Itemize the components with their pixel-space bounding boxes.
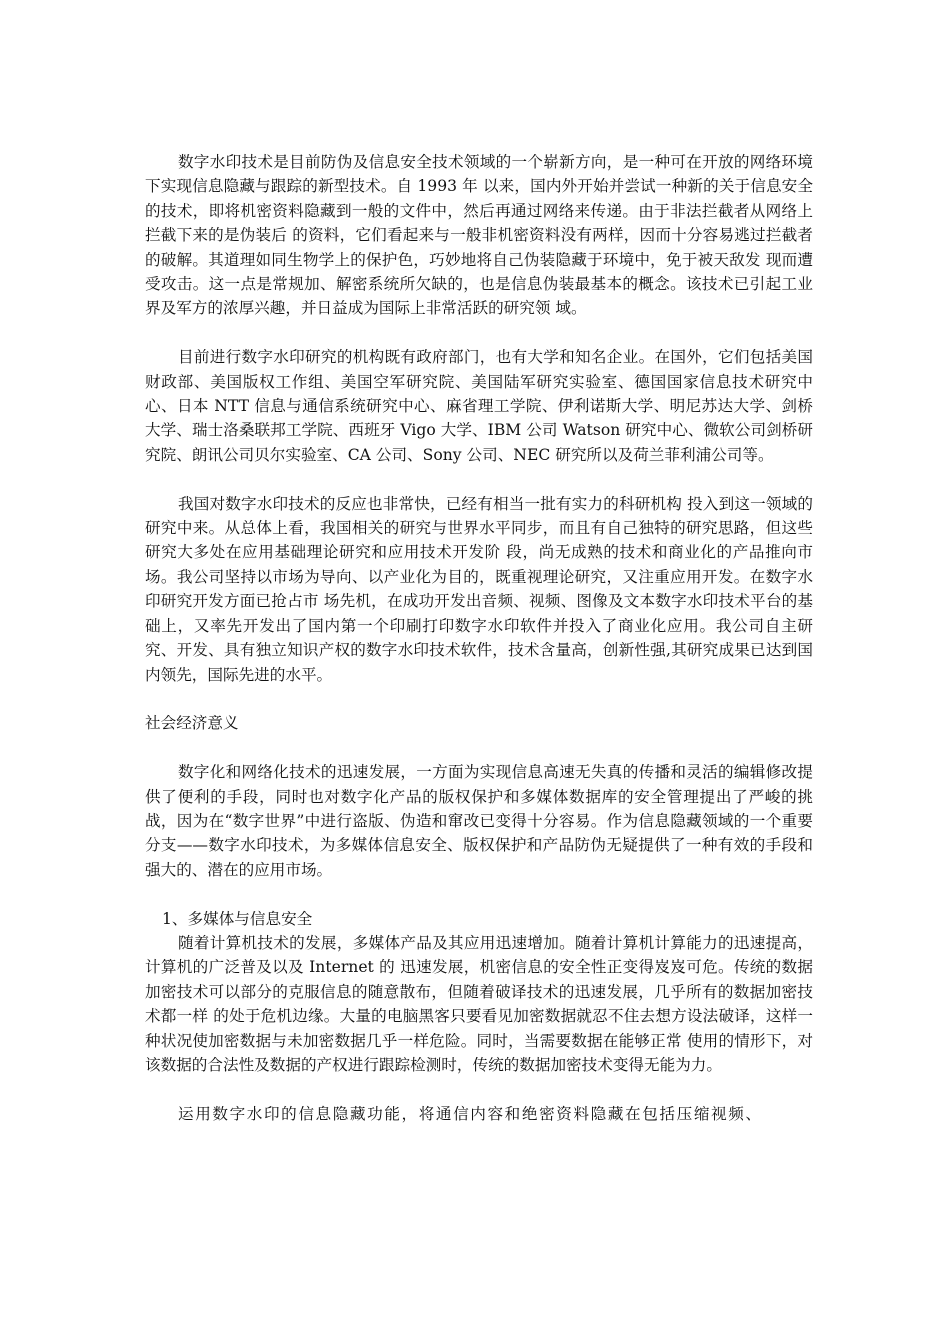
- section-heading: 社会经济意义: [145, 714, 239, 733]
- paragraph-significance: 数字化和网络化技术的迅速发展，一方面为实现信息高速无失真的传播和灵活的编辑修改提供了便利的手段，同时也对数字化产品的版权保护和多媒体数据库的安全管理提出了严峻的挑战，因为在“数字世界”中进行盗版、伪造和窜改已变得十分容易。作为信息隐藏领域的一个重要分支——数字水印技术，为多媒体信息安全、版权保护和产品防伪无疑提供了一种有效的手段和强大的、潜在的应用市场。: [145, 763, 813, 879]
- paragraph-watermark-usage: 运用数字水印的信息隐藏功能，将通信内容和绝密资料隐藏在包括压缩视频、: [178, 1104, 763, 1123]
- list-heading: 1、多媒体与信息安全: [162, 909, 313, 928]
- paragraph-multimedia-security: 随着计算机技术的发展，多媒体产品及其应用迅速增加。随着计算机计算能力的迅速提高，计算机的广泛普及以及 Internet 的 迅速发展，机密信息的安全性正变得岌岌可危。传统的数据加密技术可以部分的克服信息的随意散布，但随着破译技术的迅速发展，几乎所有的数据加密技术都一样 的处于危机边缘。大量的电脑黑客只要看见加密数据就忍不住去想方设法破译，这样一种状况使加密数据与未加密数据几乎一样危险。同时，当需要数据在能够正常 使用的情形下，对该数据的合法性及数据的产权进行跟踪检测时，传统的数据加密技术变得无能为力。: [145, 933, 813, 1074]
- document-body: [145, 150, 813, 1126]
- paragraph-institutions: 目前进行数字水印研究的机构既有政府部门，也有大学和知名企业。在国外，它们包括美国财政部、美国版权工作组、美国空军研究院、美国陆军研究实验室、德国国家信息技术研究中心、日本 NTT 信息与通信系统研究中心、麻省理工学院、伊利诺斯大学、明尼苏达大学、剑桥大学、瑞士洛桑联邦工学院、西班牙 Vigo 大学、IBM 公司 Watson 研究中心、微软公司剑桥研究院、朗讯公司贝尔实验室、CA 公司、Sony 公司、NEC 研究所以及荷兰菲利浦公司等。: [145, 348, 813, 464]
- paragraph-domestic: 我国对数字水印技术的反应也非常快，已经有相当一批有实力的科研机构 投入到这一领域的研究中来。从总体上看，我国相关的研究与世界水平同步，而且有自己独特的研究思路，但这些研究大多处在应用基础理论研究和应用技术开发阶 段，尚无成熟的技术和商业化的产品推向市场。我公司坚持以市场为导向、以产业化为目的，既重视理论研究，又注重应用开发。在数字水印研究开发方面已抢占市 场先机，在成功开发出音频、视频、图像及文本数字水印技术平台的基础上，又率先开发出了国内第一个印刷打印数字水印软件并投入了商业化应用。我公司自主研 究、开发、具有独立知识产权的数字水印技术软件，技术含量高，创新性强,其研究成果已达到国内领先，国际先进的水平。: [145, 494, 813, 684]
- paragraph-intro: 数字水印技术是目前防伪及信息安全技术领域的一个崭新方向，是一种可在开放的网络环境下实现信息隐藏与跟踪的新型技术。自 1993 年 以来，国内外开始并尝试一种新的关于信息安全的技术，即将机密资料隐藏到一般的文件中，然后再通过网络来传递。由于非法拦截者从网络上拦截下来的是伪装后 的资料，它们看起来与一般非机密资料没有两样，因而十分容易逃过拦截者的破解。其道理如同生物学上的保护色，巧妙地将自己伪装隐藏于环境中，免于被天敌发 现而遭受攻击。这一点是常规加、解密系统所欠缺的，也是信息伪装最基本的概念。该技术已引起工业界及军方的浓厚兴趣，并日益成为国际上非常活跃的研究领 域。: [145, 153, 813, 318]
